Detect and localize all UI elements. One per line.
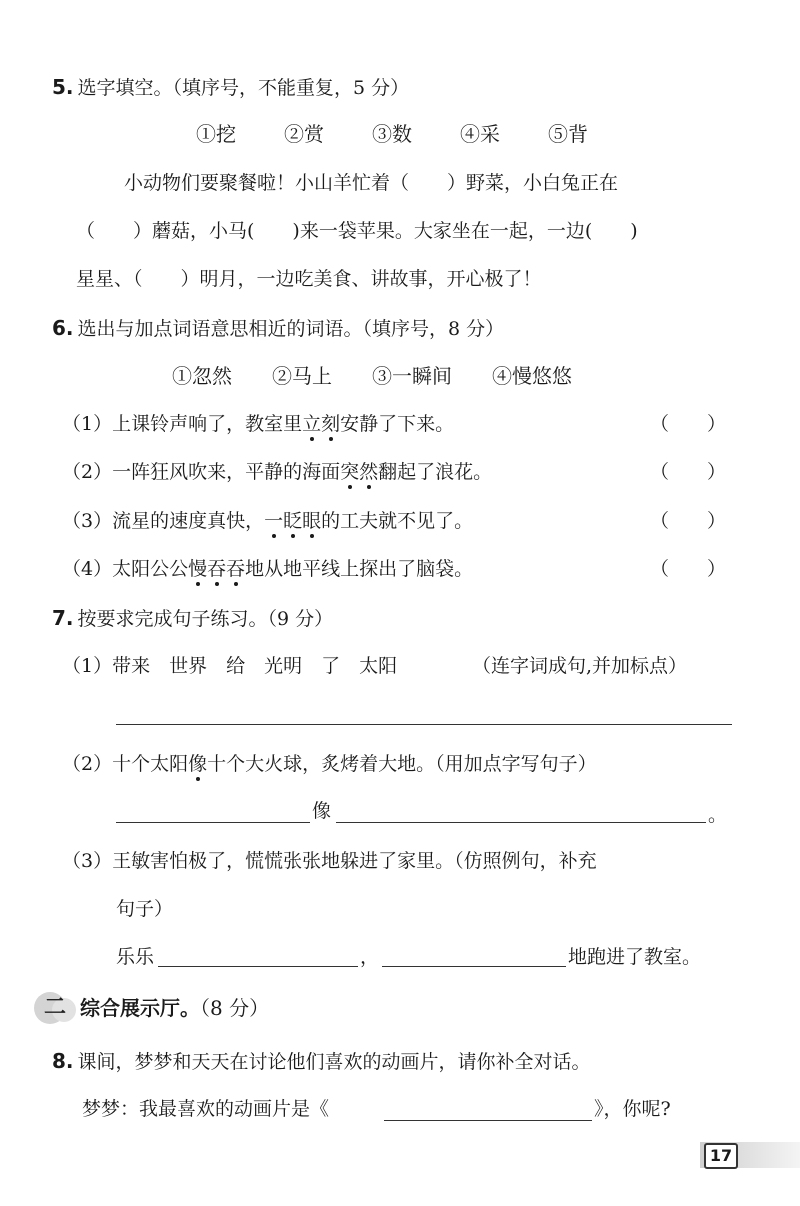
q6-option: ①忽然 bbox=[172, 364, 232, 388]
q5-options bbox=[196, 118, 588, 147]
dotted-char: 吞 bbox=[207, 558, 227, 580]
q8-title: 8. 课间，梦梦和天天在讨论他们喜欢的动画片，请你补全对话。 bbox=[52, 1049, 591, 1073]
q7-s2-answer-line-2[interactable] bbox=[336, 822, 706, 823]
q5-passage-line2: （ ）蘑菇，小马( )来一袋苹果。大家坐在一起，一边( ) bbox=[76, 220, 638, 242]
dotted-char: 像 bbox=[188, 753, 208, 775]
q8-line-post: 》，你呢? bbox=[594, 1098, 671, 1120]
q5-number: 5. bbox=[52, 75, 74, 99]
q7-number: 7. bbox=[52, 606, 74, 630]
q7-s3-comma: ， bbox=[360, 946, 380, 968]
q7-s1-words: 带来 世界 给 光明 了 太阳 bbox=[112, 655, 398, 677]
section-badge bbox=[34, 990, 78, 1026]
section-title: 综合展示厅。（8 分） bbox=[80, 996, 270, 1020]
q8-answer-line[interactable] bbox=[384, 1120, 592, 1121]
q7-s3-cont: 句子） bbox=[116, 898, 174, 920]
q7-s1-answer-line[interactable] bbox=[116, 724, 732, 725]
q6-title: 6. 选出与加点词语意思相近的词语。（填序号，8 分） bbox=[52, 316, 505, 340]
q6-item-3: （3）流星的速度真快，一眨眼的工夫就不见了。 bbox=[62, 510, 474, 532]
q5-option: ④采 bbox=[460, 122, 500, 146]
q6-option: ②马上 bbox=[272, 364, 332, 388]
dotted-char: 眼 bbox=[302, 510, 322, 532]
dotted-char: 然 bbox=[359, 461, 379, 483]
dotted-word bbox=[188, 753, 207, 775]
q6-answer-1[interactable]: （ ） bbox=[650, 413, 727, 435]
dotted-char: 眨 bbox=[283, 510, 303, 532]
page-number: 17 bbox=[704, 1143, 738, 1169]
q5-title: 5. 选字填空。（填序号，不能重复，5 分） bbox=[52, 75, 410, 99]
q7-s3-pre: 乐乐 bbox=[116, 946, 155, 968]
q6-options bbox=[172, 360, 572, 389]
q5-option: ②赏 bbox=[284, 122, 324, 146]
q6-answer-3[interactable]: （ ） bbox=[650, 510, 727, 532]
dotted-char: 突 bbox=[340, 461, 360, 483]
q7-s2-answer-line-1[interactable] bbox=[116, 822, 310, 823]
q7-s2-fill-char: 像 bbox=[312, 800, 332, 822]
dotted-word bbox=[264, 510, 321, 532]
q5-option: ①挖 bbox=[196, 122, 236, 146]
dotted-char: 吞 bbox=[226, 558, 246, 580]
q7-s3: （3）王敏害怕极了，慌慌张张地躲进了家里。（仿照例句，补充 bbox=[62, 850, 597, 872]
q5-passage-line1: 小动物们要聚餐啦！小山羊忙着（ ）野菜，小白兔正在 bbox=[124, 172, 619, 194]
q6-option: ③一瞬间 bbox=[372, 364, 452, 388]
q6-option: ④慢悠悠 bbox=[492, 364, 572, 388]
q6-number: 6. bbox=[52, 316, 74, 340]
q7-s3-answer-line-1[interactable] bbox=[158, 966, 358, 967]
q5-option: ⑤背 bbox=[548, 122, 588, 146]
q7-s2-end: 。 bbox=[708, 804, 728, 826]
q6-answer-4[interactable]: （ ） bbox=[650, 558, 727, 580]
q8-line-pre: 梦梦：我最喜欢的动画片是《 bbox=[82, 1098, 330, 1120]
q7-s1: （1）带来 世界 给 光明 了 太阳 bbox=[62, 655, 398, 677]
dotted-word bbox=[188, 558, 245, 580]
q7-s2: （2）十个太阳像十个大火球，炙烤着大地。（用加点字写句子） bbox=[62, 753, 597, 775]
q7-s3-answer-line-2[interactable] bbox=[382, 966, 566, 967]
q6-item-4: （4）太阳公公慢吞吞地从地平线上探出了脑袋。 bbox=[62, 558, 474, 580]
q7-s1-hint: （连字词成句,并加标点） bbox=[472, 655, 688, 677]
q8-number: 8. bbox=[52, 1049, 74, 1073]
q6-item-1: （1）上课铃声响了，教室里立刻安静了下来。 bbox=[62, 413, 455, 435]
q5-option: ③数 bbox=[372, 122, 412, 146]
q7-title: 7. 按要求完成句子练习。（9 分） bbox=[52, 606, 334, 630]
q5-passage-line3: 星星、（ ）明月，一边吃美食、讲故事，开心极了！ bbox=[76, 268, 542, 290]
section-badge-number: 二 bbox=[44, 995, 67, 1020]
dotted-word bbox=[302, 413, 340, 435]
q7-s3-post: 地跑进了教室。 bbox=[568, 946, 702, 968]
dotted-char: 慢 bbox=[188, 558, 208, 580]
q6-item-2: （2）一阵狂风吹来，平静的海面突然翻起了浪花。 bbox=[62, 461, 493, 483]
dotted-char: 刻 bbox=[321, 413, 341, 435]
dotted-char: 立 bbox=[302, 413, 322, 435]
q6-answer-2[interactable]: （ ） bbox=[650, 461, 727, 483]
dotted-char: 一 bbox=[264, 510, 284, 532]
dotted-word bbox=[340, 461, 378, 483]
